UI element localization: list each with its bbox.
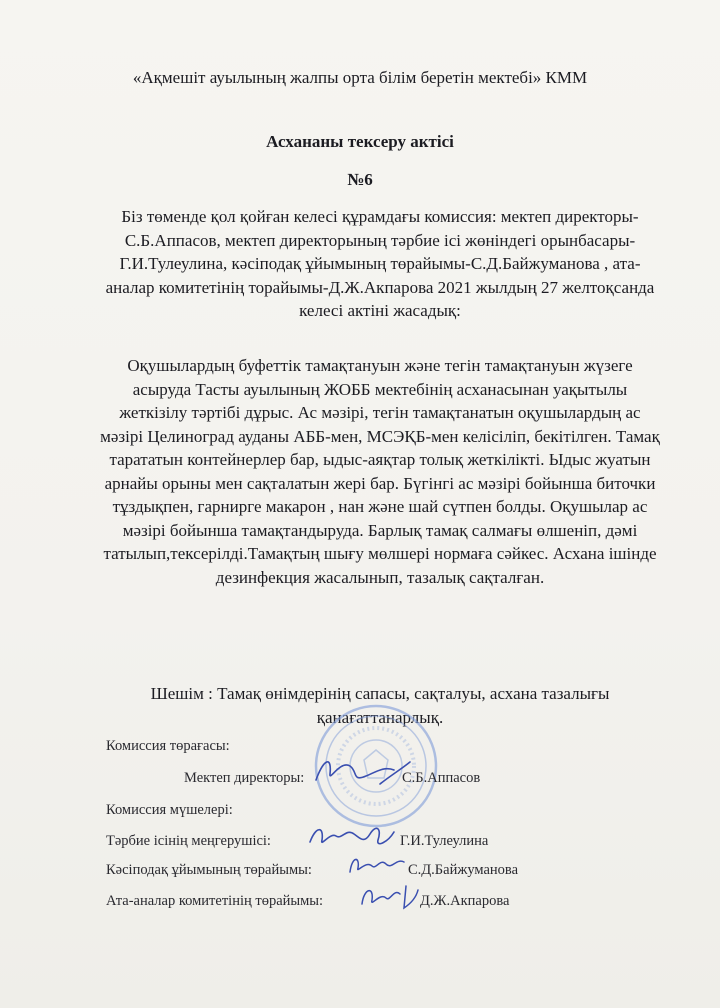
member3-role: Ата-аналар комитетінің төрайымы: [106,893,324,909]
document-number: №6 [347,170,373,189]
decision-paragraph: Шешім : Тамақ өнімдерінің сапасы, сақталуы, асхана тазалығы қанағаттанарлық. [150,684,610,727]
chair-name: С.Б.Аппасов [402,770,481,786]
member1-name: Г.И.Тулеулина [400,833,489,849]
body-paragraph: Оқушылардың буфеттік тамақтануын және тегін тамақтануын жүзеге асыруда Тасты ауылының ЖОББ мектебінің асханасынан уақытылы жеткізілу тәртібі дұрыс. Ас мәзірі, тегін тамақтанатын оқушылардың ас мәзірі Целиноград ауданы АББ-мен, МСЭҚБ-мен келісіліп, бекітілген. Тамақ тарататын контейнерлер бар, ыдыс-аяқтар толық жеткілікті. Ыдыс жуатын арнайы орыны мен сақталатын жері бар. Бүгінгі ас мәзірі бойынша биточки тұздықпен, гарнирге макарон , нан және шай сүтпен болды. Оқушылар ас мәзірі бойынша тамақтандыруда. Барлық тамақ салмағы өлшеніп, дәмі татылып,тексерілді.Тамақтың шығу мөлшері нормаға сәйкес. Асхана ішінде дезинфекция жасалынып, тазалық сақталған. [100,356,660,587]
member2-name: С.Д.Байжуманова [408,862,519,878]
members-heading: Комиссия мүшелері: [106,802,233,818]
document-title: Асхананы тексеру актісі [266,132,454,151]
director-signature-icon [310,752,414,792]
chair-role: Мектеп директоры: [184,770,305,786]
member2-role: Кәсіподақ ұйымының төрайымы: [106,862,312,878]
intro-paragraph: Біз төменде қол қойған келесі құрамдағы комиссия: мектеп директоры-С.Б.Аппасов, мектеп директорының тәрбие ісі жөніндегі орынбасары-Г.И.Тулеулина, кәсіподақ ұйымының төрайымы-С.Д.Байжуманова , ата-аналар комитетінің торайымы-Д.Ж.Акпарова 2021 жылдың 27 желтоқсанда келесі актіні жасадық: [105,207,655,320]
member3-signature-icon [358,880,420,912]
chair-heading: Комиссия төрағасы: [106,738,230,754]
member1-signature-icon [306,818,396,854]
member3-name: Д.Ж.Акпарова [420,893,510,909]
member2-signature-icon [346,850,408,880]
organization-header: «Ақмешіт ауылының жалпы орта білім беретін мектебі» КММ [132,68,588,87]
member1-role: Тәрбие ісінің меңгерушісі: [106,833,271,849]
